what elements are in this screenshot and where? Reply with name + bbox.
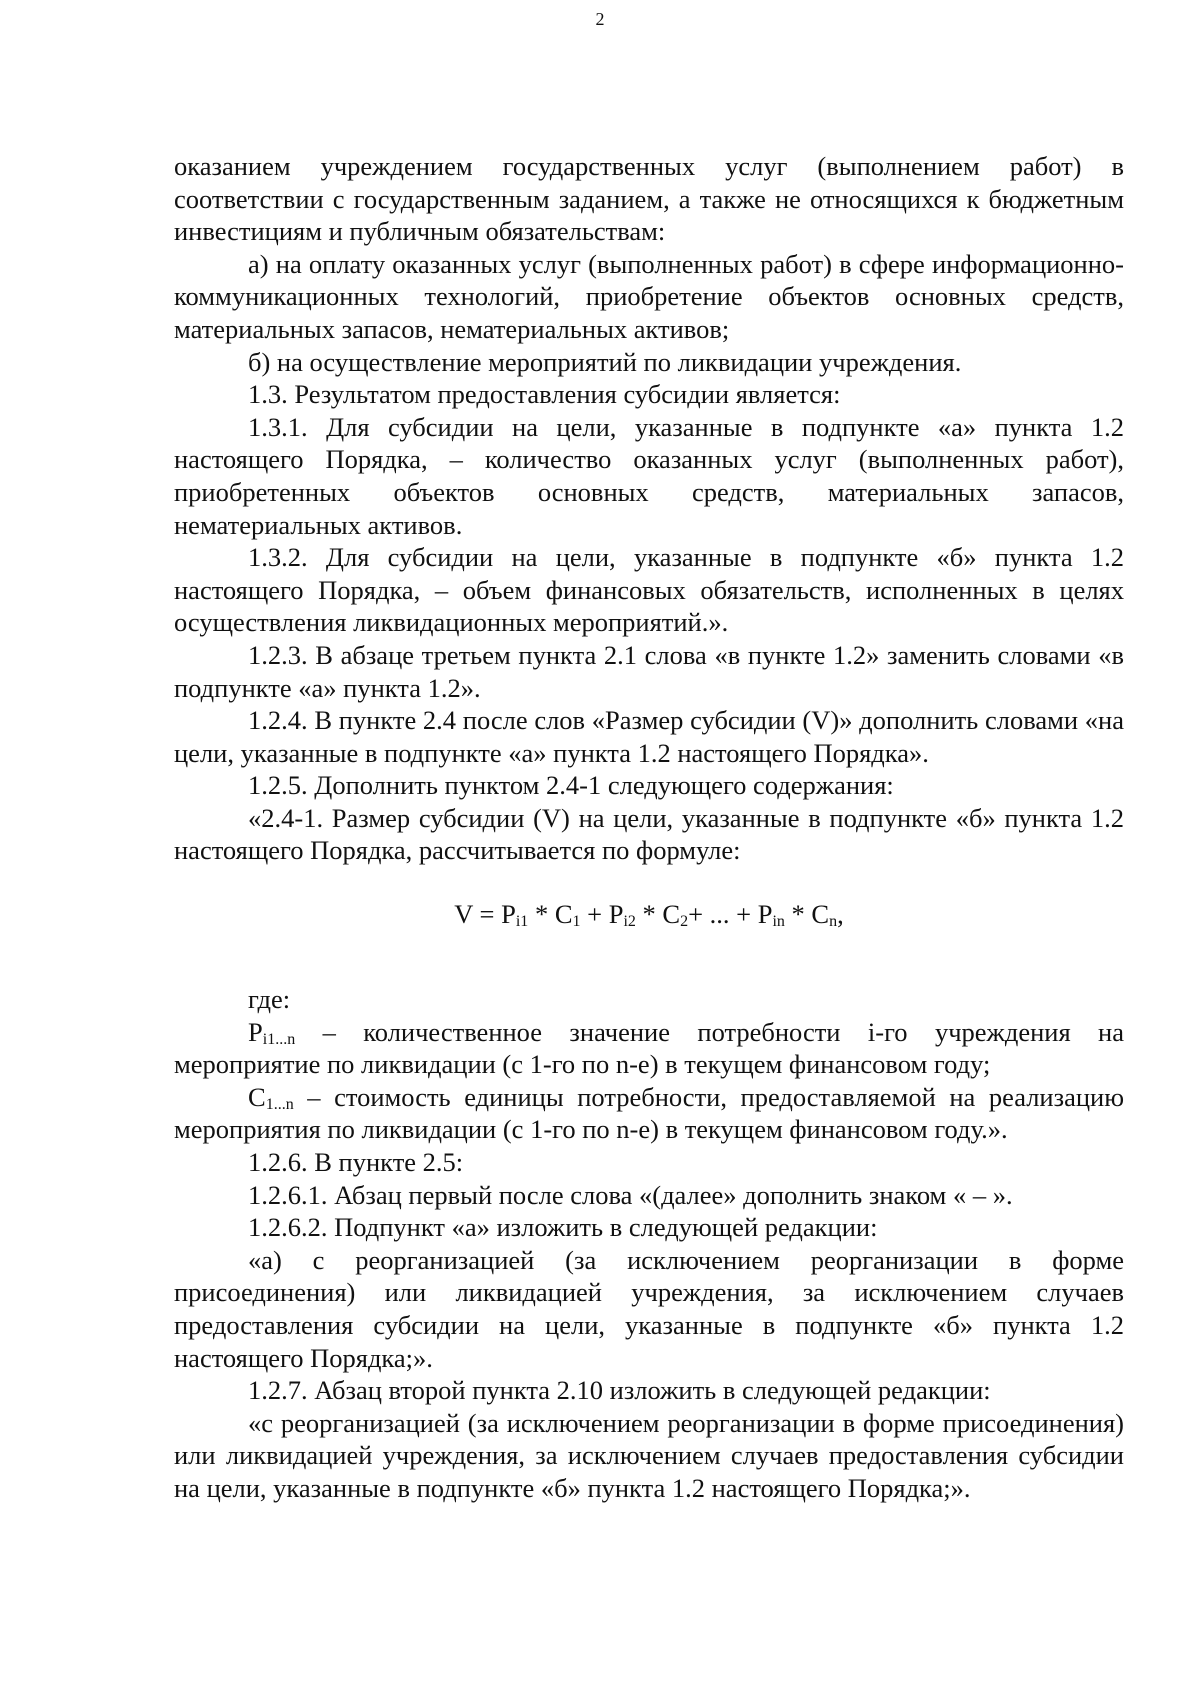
- paragraph-1-2-5: 1.2.5. Дополнить пунктом 2.4-1 следующего содержания:: [248, 770, 894, 801]
- formula-part: * C: [528, 899, 573, 930]
- paragraph-definition-p: [174, 1016, 1124, 1081]
- paragraph-1-2-4: 1.2.4. В пункте 2.4 после слов «Размер субсидии (V)» дополнить словами «на цели, указанные в подпункте «а» пункта 1.2 настоящего Порядка».: [174, 705, 1124, 768]
- paragraph-quote-c: «с реорганизацией (за исключением реорганизации в форме присоединения) или ликвидацией учреждения, за исключением случаев предоставления субсидии на цели, указанные в подпункте «б» пункта 1.2 настоящего Порядка;».: [174, 1407, 1124, 1503]
- formula-subscript: in: [772, 913, 785, 931]
- definition-text: – стоимость единицы потребности, предоставляемой на реализацию мероприятия по ликвидации (с 1-го по n-е) в текущем финансовом году.».: [174, 1081, 1124, 1145]
- paragraph-1-3-2: 1.3.2. Для субсидии на цели, указанные в подпункте «б» пункта 1.2 настоящего Порядка, – объем финансовых обязательств, исполненных в целях осуществления ликвидационных мероприятий.».: [174, 542, 1124, 638]
- definition-text: – количественное значение потребности i-го учреждения на мероприятие по ликвидации (с 1-го по n-е) в текущем финансовом году;: [174, 1016, 1124, 1080]
- paragraph-1-2-7: 1.2.7. Абзац второй пункта 2.10 изложить в следующей редакции:: [248, 1375, 991, 1406]
- subsidy-formula: [174, 898, 1124, 930]
- formula-part: V = P: [454, 899, 516, 930]
- paragraph-definition-c: [174, 1081, 1124, 1146]
- formula-subscript: i2: [623, 913, 636, 931]
- paragraph-quote-a: «а) с реорганизацией (за исключением реорганизации в форме присоединения) или ликвидацией учреждения, за исключением случаев предоставления субсидии на цели, указанные в подпункте «б» пункта 1.2 настоящего Порядка;».: [174, 1244, 1124, 1373]
- formula-subscript: i1: [515, 913, 529, 931]
- paragraph-where: где:: [248, 984, 291, 1015]
- definition-subscript: i1...n: [262, 1030, 296, 1048]
- paragraph-1-2-6-2: 1.2.6.2. Подпункт «а» изложить в следующей редакции:: [248, 1212, 878, 1243]
- paragraph-1-3: 1.3. Результатом предоставления субсидии является:: [248, 379, 841, 410]
- formula-part: + ... + P: [688, 899, 773, 930]
- formula-part: ,: [837, 899, 844, 930]
- paragraph-subitem-b: б) на осуществление мероприятий по ликвидации учреждения.: [248, 346, 962, 377]
- definition-symbol: C: [248, 1081, 266, 1112]
- paragraph-1-2-6: 1.2.6. В пункте 2.5:: [248, 1147, 464, 1178]
- paragraph-subitem-a: а) на оплату оказанных услуг (выполненных работ) в сфере информационно-коммуникационных технологий, приобретение объектов основных средств, материальных запасов, нематериальных активов;: [174, 248, 1124, 344]
- paragraph-1-2-6-1: 1.2.6.1. Абзац первый после слова «(далее» дополнить знаком « – ».: [248, 1179, 1013, 1210]
- formula-part: + P: [580, 899, 624, 930]
- formula-subscript: 2: [680, 913, 689, 931]
- formula-subscript: n: [829, 913, 838, 931]
- paragraph-continuation: оказанием учреждением государственных услуг (выполнением работ) в соответствии с государственным заданием, а также не относящихся к бюджетным инвестициям и публичным обязательствам:: [174, 151, 1124, 247]
- formula-subscript: 1: [572, 913, 581, 931]
- formula-part: * C: [635, 899, 681, 930]
- definition-subscript: 1...n: [265, 1095, 294, 1113]
- paragraph-1-3-1: 1.3.1. Для субсидии на цели, указанные в подпункте «а» пункта 1.2 настоящего Порядка, – количество оказанных услуг (выполненных работ), приобретенных объектов основных средств, материальных запасов, нематериальных активов.: [174, 411, 1124, 540]
- document-body: [174, 150, 1124, 1505]
- paragraph-1-2-3: 1.2.3. В абзаце третьем пункта 2.1 слова «в пункте 1.2» заменить словами «в подпункте «а» пункта 1.2».: [174, 639, 1124, 703]
- formula-part: * C: [784, 899, 830, 930]
- definition-symbol: P: [248, 1016, 263, 1047]
- paragraph-2-4-1: «2.4-1. Размер субсидии (V) на цели, указанные в подпункте «б» пункта 1.2 настоящего Порядка, рассчитывается по формуле:: [174, 802, 1124, 866]
- page-number: 2: [595, 9, 605, 29]
